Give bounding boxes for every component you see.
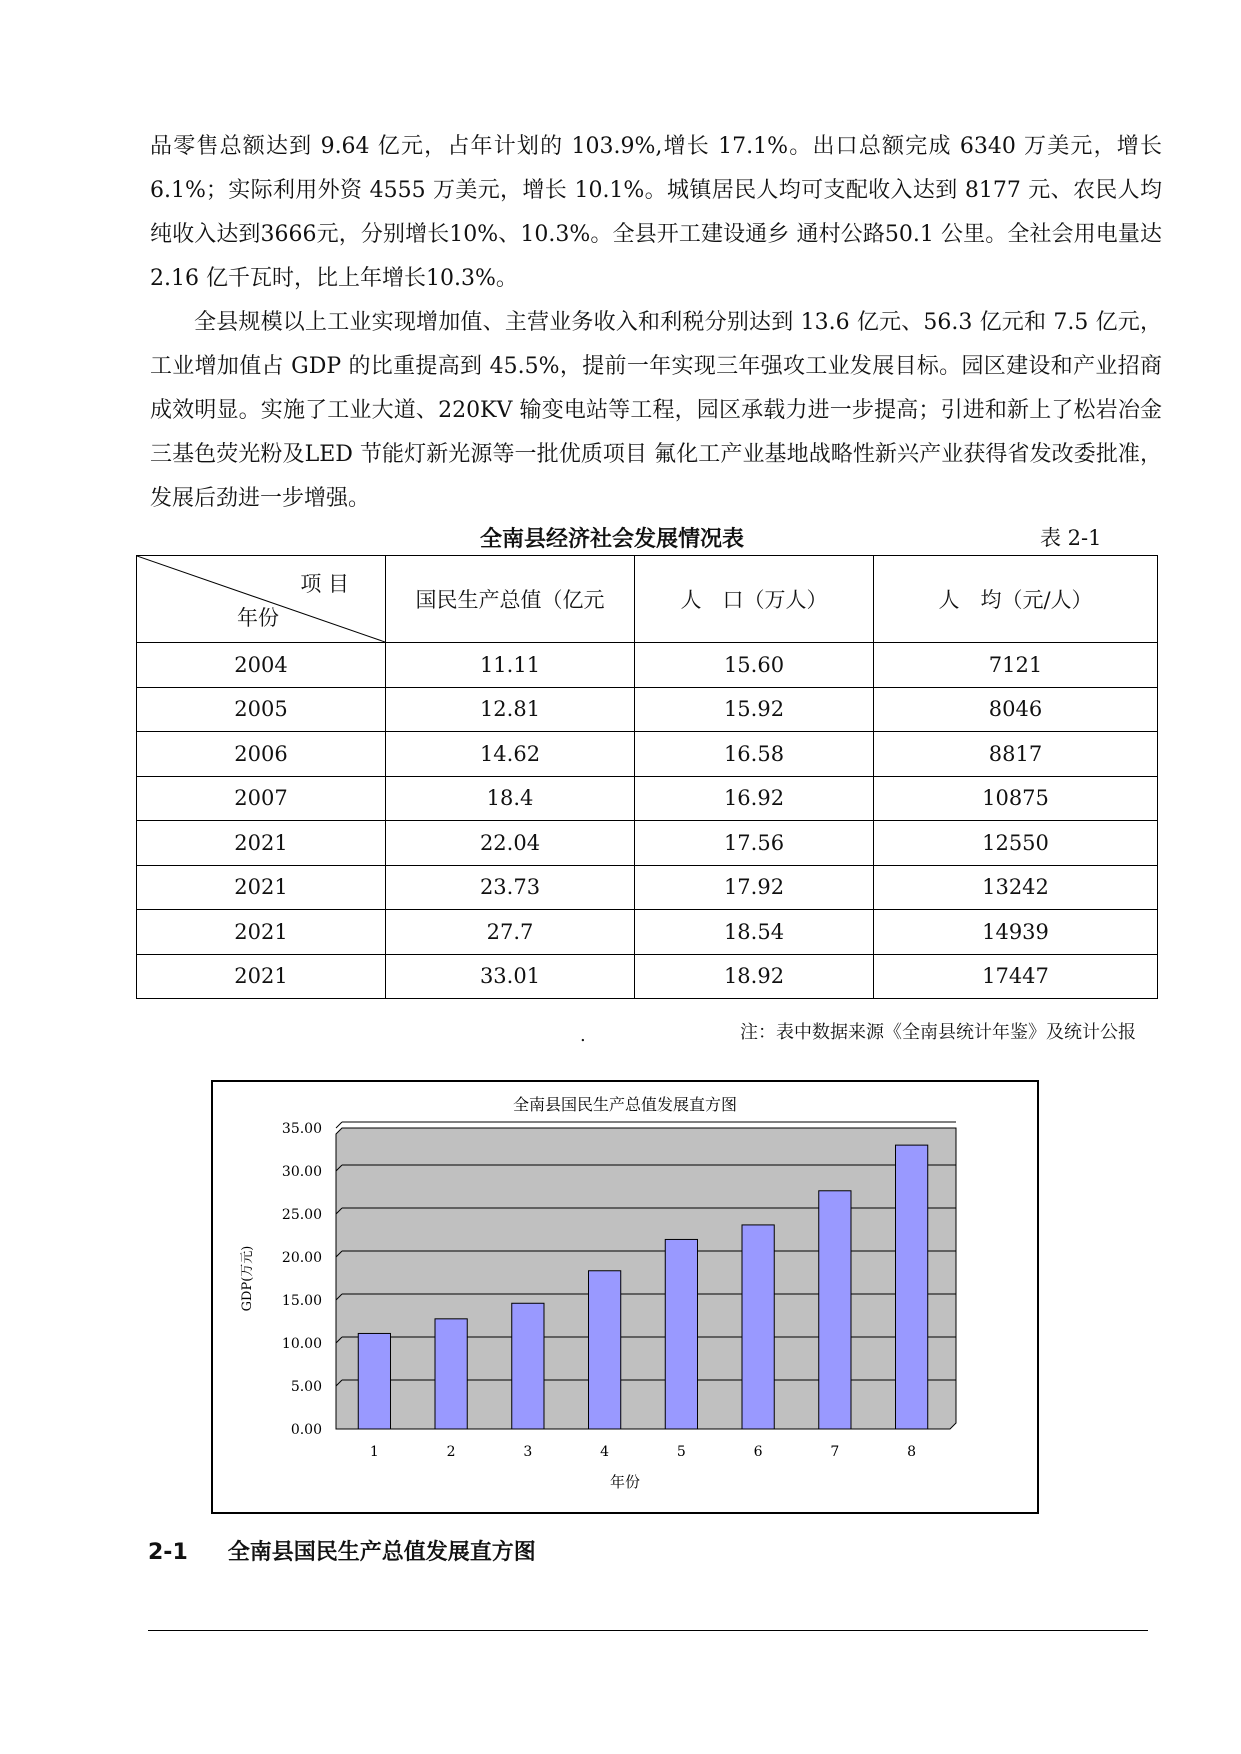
gridline-side (336, 1122, 342, 1128)
table-cell: 2006 (137, 732, 386, 777)
table-cell: 17447 (874, 954, 1158, 999)
table-title: 全南县经济社会发展情况表 (480, 527, 745, 552)
y-tick-label: 15.00 (281, 1293, 322, 1309)
y-tick-label: 10.00 (281, 1336, 322, 1352)
x-tick-label: 3 (523, 1444, 533, 1460)
table-row (137, 732, 1158, 777)
corner-label-item: 项 目 (300, 572, 349, 596)
table-row (137, 954, 1158, 999)
table-cell: 2021 (137, 954, 386, 999)
footer-rule (148, 1630, 1148, 1631)
gdp-chart (211, 1080, 1039, 1514)
header-gdp: 国民生产总值（亿元 (386, 556, 635, 643)
y-axis-label: GDP(万元) (240, 1245, 255, 1312)
table-cell: 14.62 (386, 732, 635, 777)
stray-mark: . (580, 1025, 586, 1046)
table-cell: 2004 (137, 643, 386, 688)
table-cell: 7121 (874, 643, 1158, 688)
economic-table (136, 555, 1158, 999)
bar (435, 1319, 467, 1429)
y-tick-label: 25.00 (281, 1207, 322, 1223)
table-cell: 8817 (874, 732, 1158, 777)
x-tick-label: 2 (446, 1444, 456, 1460)
table-number: 表 2-1 (1040, 526, 1102, 550)
header-population: 人 口（万人） (635, 556, 874, 643)
table-cell: 17.92 (635, 865, 874, 910)
table-cell: 22.04 (386, 821, 635, 866)
figure-caption (148, 1535, 536, 1566)
table-cell: 12.81 (386, 687, 635, 732)
x-tick-label: 7 (830, 1444, 840, 1460)
table-cell: 18.54 (635, 910, 874, 955)
paragraph-1: 品零售总额达到 9.64 亿元，占年计划的 103.9%,增长 17.1%。出口总额完成 6340 万美元，增长 6.1%；实际利用外资 4555 万美元，增长 10.1%。城镇居民人均可支配收入达到 8177 元、农民人均纯收入达到3666元，分别增长10%、10.3%。全县开工建设通乡 通村公路50.1 公里。全社会用电量达2.16 亿千瓦时，比上年增长10.3%。 (150, 134, 1162, 291)
x-tick-label: 5 (676, 1444, 686, 1460)
bar (742, 1225, 774, 1429)
table-row (137, 910, 1158, 955)
table-corner-cell (137, 556, 386, 643)
y-tick-label: 5.00 (290, 1379, 322, 1395)
table-cell: 13242 (874, 865, 1158, 910)
table-cell: 18.92 (635, 954, 874, 999)
table-cell: 10875 (874, 776, 1158, 821)
table-cell: 18.4 (386, 776, 635, 821)
bar (665, 1239, 697, 1429)
table-cell: 16.58 (635, 732, 874, 777)
table-row (137, 687, 1158, 732)
table-cell: 27.7 (386, 910, 635, 955)
table-note: 注：表中数据来源《全南县统计年鉴》及统计公报 (740, 1022, 1136, 1043)
bar (896, 1145, 928, 1429)
y-tick-label: 20.00 (281, 1250, 322, 1266)
table-row (137, 821, 1158, 866)
table-cell: 2021 (137, 910, 386, 955)
y-tick-label: 35.00 (281, 1121, 322, 1137)
x-tick-label: 8 (907, 1444, 917, 1460)
table-cell: 17.56 (635, 821, 874, 866)
gdp-chart-svg (213, 1082, 1037, 1512)
table-row (137, 776, 1158, 821)
figure-number: 2-1 (148, 1540, 188, 1565)
bar (512, 1303, 544, 1429)
chart-title: 全南县国民生产总值发展直方图 (512, 1095, 738, 1114)
paragraph-2: 全县规模以上工业实现增加值、主营业务收入和利税分别达到 13.6 亿元、56.3 亿元和 7.5 亿元，工业增加值占 GDP 的比重提高到 45.5%，提前一年实现三年强攻工业发展目标。园区建设和产业招商成效明显。实施了工业大道、220KV 输变电站等工程，园区承载力进一步提高；引进和新上了松岩冶金 三基色荧光粉及LED 节能灯新光源等一批优质项目 氟化工产业基地战略性新兴产业获得省发改委批准，发展后劲进一步增强。 (150, 310, 1162, 511)
table-row (137, 643, 1158, 688)
x-tick-label: 4 (600, 1444, 610, 1460)
table-cell: 12550 (874, 821, 1158, 866)
figure-caption-text: 全南县国民生产总值发展直方图 (227, 1540, 536, 1565)
table-cell: 2021 (137, 865, 386, 910)
header-per-capita: 人 均（元/人） (874, 556, 1158, 643)
bar (819, 1191, 851, 1429)
table-cell: 16.92 (635, 776, 874, 821)
x-axis-label: 年份 (609, 1473, 641, 1491)
table-cell: 8046 (874, 687, 1158, 732)
table-cell: 2005 (137, 687, 386, 732)
table-cell: 11.11 (386, 643, 635, 688)
table-cell: 15.60 (635, 643, 874, 688)
bar (589, 1271, 621, 1429)
y-tick-label: 0.00 (290, 1422, 322, 1438)
x-tick-label: 6 (753, 1444, 763, 1460)
table-header-row (137, 556, 1158, 643)
table-cell: 2007 (137, 776, 386, 821)
y-tick-label: 30.00 (281, 1164, 322, 1180)
table-cell: 14939 (874, 910, 1158, 955)
table-row (137, 865, 1158, 910)
plot-area (336, 1128, 956, 1429)
table-cell: 2021 (137, 821, 386, 866)
bar (358, 1333, 390, 1429)
table-cell: 33.01 (386, 954, 635, 999)
corner-label-year: 年份 (237, 606, 279, 630)
x-tick-label: 1 (369, 1444, 379, 1460)
table-cell: 15.92 (635, 687, 874, 732)
table-cell: 23.73 (386, 865, 635, 910)
